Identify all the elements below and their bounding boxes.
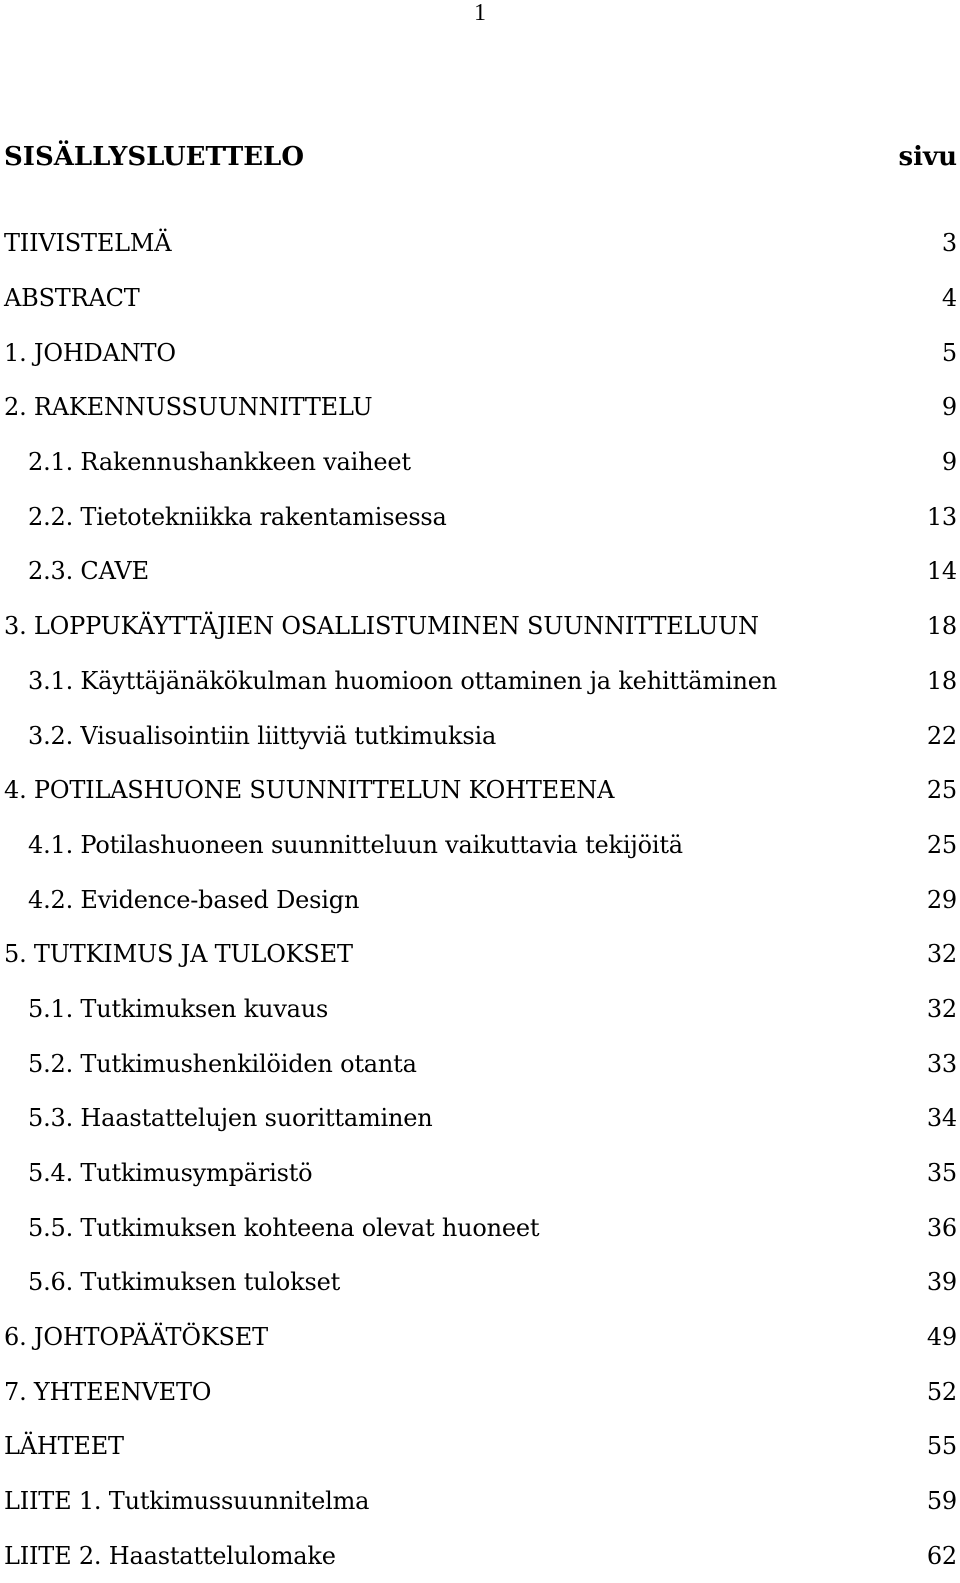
toc-entry-title: LÄHTEET [4,1432,124,1460]
toc-entry-page: 25 [917,776,957,804]
toc-entry-3[interactable] [4,599,957,654]
toc-entry-page: 59 [917,1487,957,1515]
toc-entry-5-4[interactable] [4,1146,957,1201]
toc-entry-4[interactable] [4,763,957,818]
toc-list [4,216,957,1583]
toc-entry-2-2[interactable] [4,489,957,544]
toc-entry-5-6[interactable] [4,1255,957,1310]
toc-entry-page: 32 [917,995,957,1023]
toc-entry-title: 5.2. Tutkimushenkilöiden otanta [4,1050,417,1078]
toc-entry-title: 2.2. Tietotekniikka rakentamisessa [4,503,447,531]
toc-entry-2-3[interactable] [4,544,957,599]
toc-entry-title: 5. TUTKIMUS JA TULOKSET [4,940,353,968]
toc-entry-4-2[interactable] [4,872,957,927]
toc-entry-2[interactable] [4,380,957,435]
toc-header [4,140,957,174]
toc-entry-page: 4 [917,284,957,312]
toc-entry-liite-1[interactable] [4,1474,957,1529]
toc-entry-page: 33 [917,1050,957,1078]
toc-entry-3-2[interactable] [4,708,957,763]
toc-entry-page: 34 [917,1104,957,1132]
page-column-label: sivu [898,142,957,172]
toc-entry-page: 62 [917,1542,957,1570]
toc-entry-1[interactable] [4,325,957,380]
toc-entry-title: 5.3. Haastattelujen suorittaminen [4,1104,433,1132]
page-number: 1 [0,0,960,26]
toc-entry-lahteet[interactable] [4,1419,957,1474]
toc-entry-5[interactable] [4,927,957,982]
toc-entry-title: 7. YHTEENVETO [4,1378,211,1406]
toc-entry-6[interactable] [4,1310,957,1365]
toc-entry-title: 5.4. Tutkimusympäristö [4,1159,312,1187]
toc-entry-title: 6. JOHTOPÄÄTÖKSET [4,1323,268,1351]
toc-entry-title: 3.2. Visualisointiin liittyviä tutkimuksia [4,722,496,750]
toc-entry-page: 49 [917,1323,957,1351]
toc-entry-title: 1. JOHDANTO [4,339,176,367]
toc-entry-title: 5.6. Tutkimuksen tulokset [4,1268,340,1296]
toc-entry-title: TIIVISTELMÄ [4,229,171,257]
toc-entry-title: 3.1. Käyttäjänäkökulman huomioon ottaminen ja kehittäminen [4,667,777,695]
toc-entry-title: 3. LOPPUKÄYTTÄJIEN OSALLISTUMINEN SUUNNITTELUUN [4,612,759,640]
toc-entry-page: 25 [917,831,957,859]
toc-entry-page: 14 [917,557,957,585]
toc-entry-page: 18 [917,667,957,695]
toc-entry-5-5[interactable] [4,1200,957,1255]
toc-entry-page: 9 [917,393,957,421]
toc-entry-page: 35 [917,1159,957,1187]
toc-entry-7[interactable] [4,1364,957,1419]
toc-entry-page: 55 [917,1432,957,1460]
toc-entry-title: 2.3. CAVE [4,557,149,585]
toc-entry-abstract[interactable] [4,271,957,326]
toc-entry-title: 4.2. Evidence-based Design [4,886,359,914]
toc-entry-5-3[interactable] [4,1091,957,1146]
toc-entry-2-1[interactable] [4,435,957,490]
toc-entry-tiivistelma[interactable] [4,216,957,271]
toc-entry-page: 3 [917,229,957,257]
toc-entry-title: 5.5. Tutkimuksen kohteena olevat huoneet [4,1214,539,1242]
toc-entry-page: 32 [917,940,957,968]
toc-entry-5-2[interactable] [4,1036,957,1091]
toc-entry-page: 22 [917,722,957,750]
toc-entry-page: 52 [917,1378,957,1406]
toc-entry-page: 18 [917,612,957,640]
toc-entry-page: 36 [917,1214,957,1242]
toc-entry-3-1[interactable] [4,654,957,709]
toc-entry-title: 2.1. Rakennushankkeen vaiheet [4,448,411,476]
toc-heading: SISÄLLYSLUETTELO [4,142,304,172]
toc-entry-4-1[interactable] [4,818,957,873]
toc-entry-title: 4.1. Potilashuoneen suunnitteluun vaikuttavia tekijöitä [4,831,683,859]
toc-entry-title: LIITE 2. Haastattelulomake [4,1542,336,1570]
toc-entry-5-1[interactable] [4,982,957,1037]
toc-entry-page: 39 [917,1268,957,1296]
toc-entry-title: 2. RAKENNUSSUUNNITTELU [4,393,372,421]
toc-entry-title: LIITE 1. Tutkimussuunnitelma [4,1487,369,1515]
toc-entry-liite-2[interactable] [4,1529,957,1583]
toc-entry-page: 9 [917,448,957,476]
toc-entry-title: 5.1. Tutkimuksen kuvaus [4,995,328,1023]
toc-entry-title: 4. POTILASHUONE SUUNNITTELUN KOHTEENA [4,776,614,804]
toc-entry-title: ABSTRACT [4,284,140,312]
toc-entry-page: 29 [917,886,957,914]
toc-entry-page: 13 [917,503,957,531]
toc-entry-page: 5 [917,339,957,367]
